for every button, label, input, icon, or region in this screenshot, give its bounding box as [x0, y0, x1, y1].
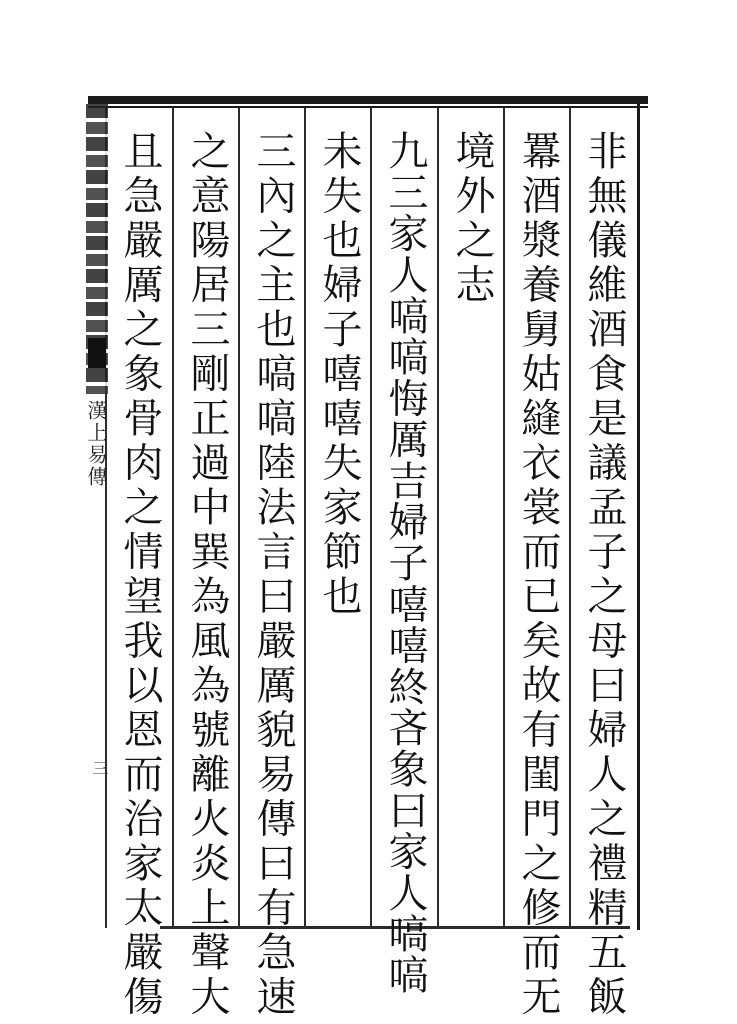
- text-column-2: 羃酒漿養舅姑縫衣裳而已矣故有閨門之修而无: [515, 130, 561, 1020]
- column-divider: [238, 108, 240, 928]
- column-divider: [569, 108, 571, 928]
- column-divider: [172, 108, 174, 928]
- column-divider: [503, 108, 505, 928]
- text-column-6: 三內之主也嗃嗃陸法言曰嚴厲貌易傳曰有急速: [250, 130, 296, 1020]
- text-column-3: 境外之志: [449, 130, 495, 308]
- text-column-5: 未失也婦子嘻嘻失家節也: [316, 130, 362, 620]
- margin-book-title: 漢上易傳: [84, 400, 108, 488]
- column-divider: [370, 108, 372, 928]
- text-column-4: 九三家人嗃嗃悔厲吉婦子嘻嘻終吝象曰家人嗃嗃: [382, 130, 428, 996]
- text-column-1: 非無儀維酒食是議孟子之母曰婦人之禮精五飯: [581, 130, 627, 1020]
- top-border-rule: [88, 96, 648, 104]
- text-column-7: 之意陽居三剛正過中巽為風為號離火炎上聲大: [184, 130, 230, 1020]
- column-divider: [437, 108, 439, 928]
- margin-fish-tail-mark: [88, 338, 106, 368]
- column-divider: [304, 108, 306, 928]
- text-column-8: 且急嚴厲之象骨肉之情望我以恩而治家太嚴傷: [117, 130, 163, 1020]
- folio-number: 三: [90, 760, 109, 776]
- right-border-rule: [637, 100, 640, 930]
